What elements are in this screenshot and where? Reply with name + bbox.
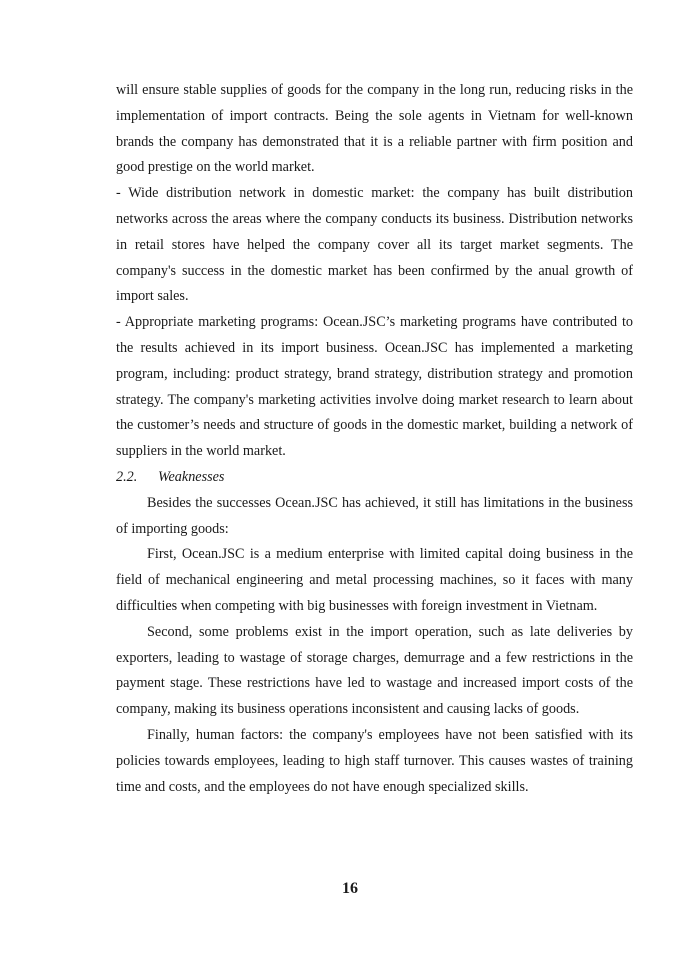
section-heading: [116, 465, 633, 491]
paragraph-distribution-network: - Wide distribution network in domestic market: the company has built distribution networks across the areas where the company conducts its business. Distribution networks in retail stores have helped the company cover all its target market segments. The company's success in the domestic market has been confirmed by the anual growth of import sales.: [116, 185, 633, 305]
paragraph-continuation: will ensure stable supplies of goods for the company in the long run, reducing risks in the implementation of import contracts. Being the sole agents in Vietnam for well-known brands the company has demonstrated that it is a reliable partner with firm position and good prestige on the world market.: [116, 82, 633, 176]
section-number: 2.2.: [116, 468, 138, 485]
paragraph-weakness-second: Second, some problems exist in the import operation, such as late deliveries by exporters, leading to wastage of storage charges, demurrage and a few restrictions in the payment stage. These restrictions have led to wastage and increased import costs of the company, making its business operations inconsistent and causing lacks of goods.: [116, 623, 633, 718]
page-number: 16: [342, 880, 358, 897]
paragraph-weakness-first: First, Ocean.JSC is a medium enterprise with limited capital doing business in the field of mechanical engineering and metal processing machines, so it faces with many difficulties when competing with big businesses with foreign investment in Vietnam.: [116, 546, 633, 614]
paragraph-weakness-intro: Besides the successes Ocean.JSC has achieved, it still has limitations in the business of importing goods:: [116, 494, 633, 537]
section-title: Weaknesses: [158, 468, 225, 485]
document-page: [116, 78, 633, 800]
paragraph-marketing-programs: - Appropriate marketing programs: Ocean.JSC’s marketing programs have contributed to the results achieved in its import business. Ocean.JSC has implemented a marketing program, including: product strategy, brand strategy, distribution strategy and promotion strategy. The company's marketing activities involve doing market research to learn about the customer’s needs and structure of goods in the domestic market, building a network of suppliers in the world market.: [116, 314, 633, 460]
paragraph-weakness-finally: Finally, human factors: the company's employees have not been satisfied with its policies towards employees, leading to high staff turnover. This causes wastes of training time and costs, and the employees do not have enough specialized skills.: [116, 726, 633, 795]
